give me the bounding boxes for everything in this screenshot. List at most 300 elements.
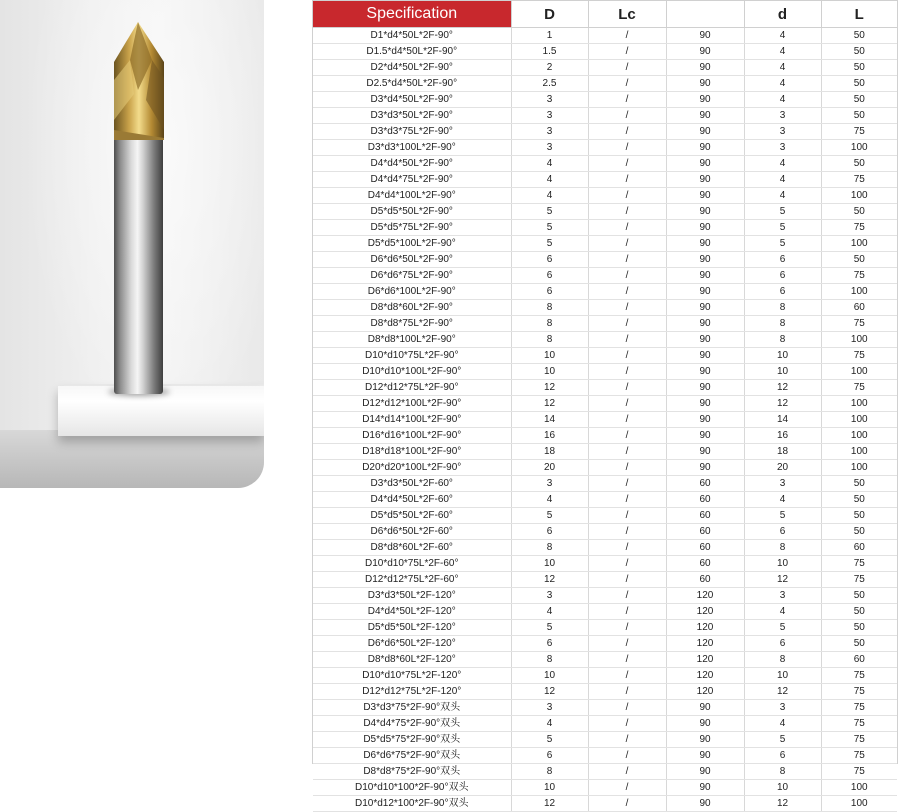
cell-lc: / xyxy=(588,652,666,668)
header-lc: Lc xyxy=(588,1,666,28)
cell-lc: / xyxy=(588,620,666,636)
cell-angle: 60 xyxy=(666,476,744,492)
cell-shank-d: 4 xyxy=(744,76,821,92)
cell-lc: / xyxy=(588,156,666,172)
cell-angle: 90 xyxy=(666,108,744,124)
cell-lc: / xyxy=(588,140,666,156)
cell-d: 3 xyxy=(511,108,588,124)
cell-length: 50 xyxy=(821,76,897,92)
cell-specification: D3*d3*50L*2F-60° xyxy=(313,476,511,492)
cell-angle: 60 xyxy=(666,524,744,540)
header-specification: Specification xyxy=(313,1,511,28)
cell-lc: / xyxy=(588,44,666,60)
cell-shank-d: 8 xyxy=(744,540,821,556)
cell-angle: 90 xyxy=(666,76,744,92)
cell-specification: D2.5*d4*50L*2F-90° xyxy=(313,76,511,92)
table-row xyxy=(313,28,897,44)
table-row xyxy=(313,620,897,636)
cell-angle: 90 xyxy=(666,44,744,60)
cell-lc: / xyxy=(588,92,666,108)
table-row xyxy=(313,76,897,92)
cell-lc: / xyxy=(588,396,666,412)
table-row xyxy=(313,556,897,572)
cell-shank-d: 20 xyxy=(744,460,821,476)
cell-d: 12 xyxy=(511,572,588,588)
cell-specification: D10*d10*100L*2F-90° xyxy=(313,364,511,380)
cell-lc: / xyxy=(588,572,666,588)
cell-shank-d: 5 xyxy=(744,220,821,236)
cell-angle: 90 xyxy=(666,428,744,444)
cell-shank-d: 8 xyxy=(744,300,821,316)
tool-shank xyxy=(114,138,163,394)
cell-shank-d: 8 xyxy=(744,764,821,780)
table-row xyxy=(313,284,897,300)
table-row xyxy=(313,748,897,764)
cell-d: 5 xyxy=(511,204,588,220)
cell-lc: / xyxy=(588,508,666,524)
cell-specification: D3*d3*50L*2F-90° xyxy=(313,108,511,124)
cell-length: 50 xyxy=(821,204,897,220)
cell-specification: D10*d10*100*2F-90°双头 xyxy=(313,780,511,796)
cell-specification: D12*d12*100L*2F-90° xyxy=(313,396,511,412)
cell-length: 50 xyxy=(821,28,897,44)
table-row xyxy=(313,220,897,236)
cell-lc: / xyxy=(588,604,666,620)
cell-d: 5 xyxy=(511,220,588,236)
cell-angle: 90 xyxy=(666,220,744,236)
cell-length: 75 xyxy=(821,172,897,188)
cell-angle: 60 xyxy=(666,556,744,572)
cell-angle: 90 xyxy=(666,396,744,412)
cell-length: 75 xyxy=(821,348,897,364)
cell-specification: D6*d6*50L*2F-60° xyxy=(313,524,511,540)
cell-lc: / xyxy=(588,588,666,604)
cell-d: 2.5 xyxy=(511,76,588,92)
cell-d: 12 xyxy=(511,396,588,412)
spec-table xyxy=(313,1,897,812)
product-photo xyxy=(0,0,264,488)
table-row xyxy=(313,460,897,476)
cell-shank-d: 5 xyxy=(744,508,821,524)
cell-d: 4 xyxy=(511,156,588,172)
cell-specification: D20*d20*100L*2F-90° xyxy=(313,460,511,476)
cell-specification: D8*d8*60L*2F-60° xyxy=(313,540,511,556)
table-row xyxy=(313,604,897,620)
cell-length: 50 xyxy=(821,60,897,76)
cell-angle: 90 xyxy=(666,188,744,204)
cell-d: 12 xyxy=(511,796,588,812)
cell-angle: 120 xyxy=(666,604,744,620)
cell-length: 100 xyxy=(821,236,897,252)
table-row xyxy=(313,44,897,60)
table-row xyxy=(313,636,897,652)
cell-angle: 90 xyxy=(666,156,744,172)
cell-d: 5 xyxy=(511,732,588,748)
cell-length: 100 xyxy=(821,284,897,300)
cell-angle: 90 xyxy=(666,92,744,108)
cell-specification: D2*d4*50L*2F-90° xyxy=(313,60,511,76)
table-row xyxy=(313,444,897,460)
table-row xyxy=(313,652,897,668)
table-row xyxy=(313,380,897,396)
table-row xyxy=(313,428,897,444)
table-row xyxy=(313,316,897,332)
cell-d: 18 xyxy=(511,444,588,460)
table-row xyxy=(313,476,897,492)
cell-length: 75 xyxy=(821,764,897,780)
cell-d: 4 xyxy=(511,716,588,732)
cell-shank-d: 10 xyxy=(744,556,821,572)
cell-shank-d: 4 xyxy=(744,60,821,76)
cell-specification: D6*d6*100L*2F-90° xyxy=(313,284,511,300)
cell-angle: 90 xyxy=(666,172,744,188)
cell-shank-d: 3 xyxy=(744,140,821,156)
cell-length: 50 xyxy=(821,588,897,604)
cell-shank-d: 12 xyxy=(744,380,821,396)
cell-lc: / xyxy=(588,492,666,508)
cell-d: 3 xyxy=(511,92,588,108)
cell-angle: 90 xyxy=(666,412,744,428)
cell-d: 3 xyxy=(511,588,588,604)
cell-specification: D5*d5*50L*2F-90° xyxy=(313,204,511,220)
cell-d: 4 xyxy=(511,604,588,620)
cell-shank-d: 10 xyxy=(744,348,821,364)
cell-length: 75 xyxy=(821,684,897,700)
cell-length: 75 xyxy=(821,220,897,236)
cell-lc: / xyxy=(588,460,666,476)
table-row xyxy=(313,156,897,172)
cell-d: 6 xyxy=(511,252,588,268)
cell-angle: 60 xyxy=(666,572,744,588)
cell-specification: D6*d6*75L*2F-90° xyxy=(313,268,511,284)
cell-shank-d: 4 xyxy=(744,44,821,60)
cell-d: 3 xyxy=(511,700,588,716)
header-shank-d: d xyxy=(744,1,821,28)
cell-specification: D6*d6*50L*2F-120° xyxy=(313,636,511,652)
cell-lc: / xyxy=(588,236,666,252)
cell-length: 75 xyxy=(821,716,897,732)
cell-d: 4 xyxy=(511,492,588,508)
table-row xyxy=(313,668,897,684)
cell-lc: / xyxy=(588,476,666,492)
cell-specification: D3*d3*100L*2F-90° xyxy=(313,140,511,156)
cell-specification: D10*d10*75L*2F-60° xyxy=(313,556,511,572)
cell-shank-d: 8 xyxy=(744,332,821,348)
cell-shank-d: 12 xyxy=(744,684,821,700)
cell-d: 12 xyxy=(511,380,588,396)
cell-length: 75 xyxy=(821,556,897,572)
cell-specification: D12*d12*75L*2F-90° xyxy=(313,380,511,396)
cell-lc: / xyxy=(588,796,666,812)
cell-lc: / xyxy=(588,748,666,764)
cell-length: 75 xyxy=(821,380,897,396)
cell-angle: 90 xyxy=(666,316,744,332)
cell-d: 6 xyxy=(511,268,588,284)
cell-shank-d: 18 xyxy=(744,444,821,460)
cell-d: 8 xyxy=(511,300,588,316)
cell-length: 75 xyxy=(821,668,897,684)
table-row xyxy=(313,124,897,140)
cell-specification: D1.5*d4*50L*2F-90° xyxy=(313,44,511,60)
cell-lc: / xyxy=(588,332,666,348)
cell-lc: / xyxy=(588,636,666,652)
table-row xyxy=(313,172,897,188)
cell-shank-d: 6 xyxy=(744,284,821,300)
cell-d: 16 xyxy=(511,428,588,444)
cell-lc: / xyxy=(588,732,666,748)
cell-shank-d: 5 xyxy=(744,620,821,636)
table-row xyxy=(313,684,897,700)
cell-specification: D4*d4*75*2F-90°双头 xyxy=(313,716,511,732)
cell-length: 50 xyxy=(821,252,897,268)
cell-lc: / xyxy=(588,204,666,220)
cell-angle: 120 xyxy=(666,588,744,604)
cell-lc: / xyxy=(588,252,666,268)
cell-specification: D4*d4*50L*2F-90° xyxy=(313,156,511,172)
cell-specification: D3*d4*50L*2F-90° xyxy=(313,92,511,108)
cell-specification: D5*d5*100L*2F-90° xyxy=(313,236,511,252)
cell-length: 50 xyxy=(821,524,897,540)
cell-angle: 90 xyxy=(666,284,744,300)
table-row xyxy=(313,364,897,380)
table-row xyxy=(313,140,897,156)
cell-length: 50 xyxy=(821,108,897,124)
cell-shank-d: 12 xyxy=(744,572,821,588)
cell-length: 50 xyxy=(821,476,897,492)
cell-d: 6 xyxy=(511,284,588,300)
cell-length: 60 xyxy=(821,652,897,668)
cell-length: 50 xyxy=(821,492,897,508)
table-row xyxy=(313,780,897,796)
table-row xyxy=(313,540,897,556)
cell-angle: 90 xyxy=(666,700,744,716)
cell-angle: 90 xyxy=(666,380,744,396)
cell-angle: 90 xyxy=(666,332,744,348)
cell-specification: D8*d8*75*2F-90°双头 xyxy=(313,764,511,780)
cell-specification: D6*d6*75*2F-90°双头 xyxy=(313,748,511,764)
cell-shank-d: 16 xyxy=(744,428,821,444)
cell-length: 50 xyxy=(821,508,897,524)
table-row xyxy=(313,188,897,204)
cell-shank-d: 6 xyxy=(744,252,821,268)
table-row xyxy=(313,236,897,252)
table-row xyxy=(313,716,897,732)
cell-lc: / xyxy=(588,780,666,796)
cell-length: 100 xyxy=(821,412,897,428)
cell-shank-d: 4 xyxy=(744,172,821,188)
cell-lc: / xyxy=(588,540,666,556)
cell-specification: D4*d4*100L*2F-90° xyxy=(313,188,511,204)
cell-shank-d: 4 xyxy=(744,492,821,508)
cell-length: 60 xyxy=(821,540,897,556)
cell-specification: D4*d4*50L*2F-120° xyxy=(313,604,511,620)
cell-length: 100 xyxy=(821,364,897,380)
cell-angle: 90 xyxy=(666,300,744,316)
cell-d: 1.5 xyxy=(511,44,588,60)
table-row xyxy=(313,732,897,748)
cell-d: 6 xyxy=(511,636,588,652)
cell-angle: 120 xyxy=(666,620,744,636)
header-d-diameter: D xyxy=(511,1,588,28)
cell-length: 50 xyxy=(821,156,897,172)
cell-shank-d: 6 xyxy=(744,524,821,540)
cell-specification: D8*d8*60L*2F-120° xyxy=(313,652,511,668)
cell-specification: D12*d12*75L*2F-120° xyxy=(313,684,511,700)
cell-angle: 90 xyxy=(666,124,744,140)
cell-d: 10 xyxy=(511,668,588,684)
cell-lc: / xyxy=(588,684,666,700)
table-row xyxy=(313,204,897,220)
header-angle xyxy=(666,1,744,28)
cell-length: 50 xyxy=(821,636,897,652)
cell-d: 10 xyxy=(511,364,588,380)
cell-length: 75 xyxy=(821,700,897,716)
cell-angle: 90 xyxy=(666,60,744,76)
table-row xyxy=(313,588,897,604)
cell-specification: D5*d5*50L*2F-120° xyxy=(313,620,511,636)
cell-specification: D10*d10*75L*2F-90° xyxy=(313,348,511,364)
cell-length: 50 xyxy=(821,620,897,636)
cell-shank-d: 4 xyxy=(744,156,821,172)
cell-lc: / xyxy=(588,316,666,332)
table-row xyxy=(313,348,897,364)
cell-length: 50 xyxy=(821,604,897,620)
cell-lc: / xyxy=(588,412,666,428)
cell-length: 100 xyxy=(821,396,897,412)
cell-angle: 90 xyxy=(666,716,744,732)
cell-angle: 60 xyxy=(666,492,744,508)
cell-d: 3 xyxy=(511,140,588,156)
cell-d: 8 xyxy=(511,540,588,556)
cell-shank-d: 3 xyxy=(744,476,821,492)
cell-shank-d: 6 xyxy=(744,268,821,284)
cell-d: 3 xyxy=(511,476,588,492)
cell-d: 8 xyxy=(511,652,588,668)
cell-shank-d: 4 xyxy=(744,604,821,620)
cell-length: 75 xyxy=(821,572,897,588)
cell-d: 10 xyxy=(511,556,588,572)
photo-floor xyxy=(0,430,264,488)
cell-specification: D16*d16*100L*2F-90° xyxy=(313,428,511,444)
cell-lc: / xyxy=(588,428,666,444)
cell-d: 2 xyxy=(511,60,588,76)
cell-d: 1 xyxy=(511,28,588,44)
cell-angle: 90 xyxy=(666,460,744,476)
table-row xyxy=(313,268,897,284)
cell-specification: D8*d8*100L*2F-90° xyxy=(313,332,511,348)
cell-specification: D14*d14*100L*2F-90° xyxy=(313,412,511,428)
cell-shank-d: 12 xyxy=(744,396,821,412)
cell-angle: 90 xyxy=(666,252,744,268)
cell-d: 4 xyxy=(511,188,588,204)
cell-length: 75 xyxy=(821,268,897,284)
cell-specification: D10*d12*100*2F-90°双头 xyxy=(313,796,511,812)
cell-length: 75 xyxy=(821,124,897,140)
cell-angle: 90 xyxy=(666,764,744,780)
cell-shank-d: 4 xyxy=(744,92,821,108)
cell-length: 100 xyxy=(821,796,897,812)
cell-shank-d: 3 xyxy=(744,588,821,604)
table-row xyxy=(313,412,897,428)
cell-shank-d: 8 xyxy=(744,652,821,668)
cell-lc: / xyxy=(588,108,666,124)
cell-lc: / xyxy=(588,172,666,188)
cell-shank-d: 10 xyxy=(744,668,821,684)
cell-lc: / xyxy=(588,716,666,732)
table-row xyxy=(313,92,897,108)
table-header-row xyxy=(313,1,897,28)
cell-length: 100 xyxy=(821,428,897,444)
table-row xyxy=(313,492,897,508)
cell-angle: 90 xyxy=(666,444,744,460)
cell-d: 4 xyxy=(511,172,588,188)
table-row xyxy=(313,524,897,540)
cell-shank-d: 4 xyxy=(744,188,821,204)
cell-specification: D3*d3*75*2F-90°双头 xyxy=(313,700,511,716)
table-row xyxy=(313,508,897,524)
cell-specification: D3*d3*50L*2F-120° xyxy=(313,588,511,604)
cell-d: 8 xyxy=(511,764,588,780)
table-row xyxy=(313,572,897,588)
cell-shank-d: 4 xyxy=(744,716,821,732)
cell-lc: / xyxy=(588,220,666,236)
cell-specification: D1*d4*50L*2F-90° xyxy=(313,28,511,44)
cell-angle: 90 xyxy=(666,364,744,380)
cell-shank-d: 10 xyxy=(744,364,821,380)
cell-lc: / xyxy=(588,764,666,780)
cell-angle: 90 xyxy=(666,732,744,748)
cell-shank-d: 10 xyxy=(744,780,821,796)
specification-table xyxy=(312,0,898,809)
cell-length: 75 xyxy=(821,316,897,332)
cell-length: 75 xyxy=(821,732,897,748)
cell-d: 10 xyxy=(511,780,588,796)
cell-lc: / xyxy=(588,284,666,300)
cell-angle: 90 xyxy=(666,748,744,764)
cell-angle: 60 xyxy=(666,508,744,524)
cell-lc: / xyxy=(588,348,666,364)
cell-lc: / xyxy=(588,444,666,460)
cell-lc: / xyxy=(588,124,666,140)
cell-lc: / xyxy=(588,668,666,684)
cell-lc: / xyxy=(588,524,666,540)
cell-shank-d: 4 xyxy=(744,28,821,44)
cell-angle: 120 xyxy=(666,684,744,700)
cell-angle: 90 xyxy=(666,204,744,220)
cell-d: 14 xyxy=(511,412,588,428)
table-row xyxy=(313,396,897,412)
table-row xyxy=(313,252,897,268)
cell-lc: / xyxy=(588,76,666,92)
cell-specification: D5*d5*75*2F-90°双头 xyxy=(313,732,511,748)
cell-d: 10 xyxy=(511,348,588,364)
table-row xyxy=(313,332,897,348)
table-row xyxy=(313,108,897,124)
cell-shank-d: 5 xyxy=(744,236,821,252)
cell-shank-d: 14 xyxy=(744,412,821,428)
cell-length: 75 xyxy=(821,748,897,764)
cell-d: 6 xyxy=(511,748,588,764)
chamfer-end-mill-icon xyxy=(108,20,170,142)
table-row xyxy=(313,60,897,76)
cell-shank-d: 3 xyxy=(744,700,821,716)
cell-angle: 120 xyxy=(666,636,744,652)
cell-shank-d: 6 xyxy=(744,636,821,652)
cell-specification: D3*d3*75L*2F-90° xyxy=(313,124,511,140)
cell-specification: D8*d8*75L*2F-90° xyxy=(313,316,511,332)
cell-angle: 90 xyxy=(666,796,744,812)
cell-d: 8 xyxy=(511,316,588,332)
